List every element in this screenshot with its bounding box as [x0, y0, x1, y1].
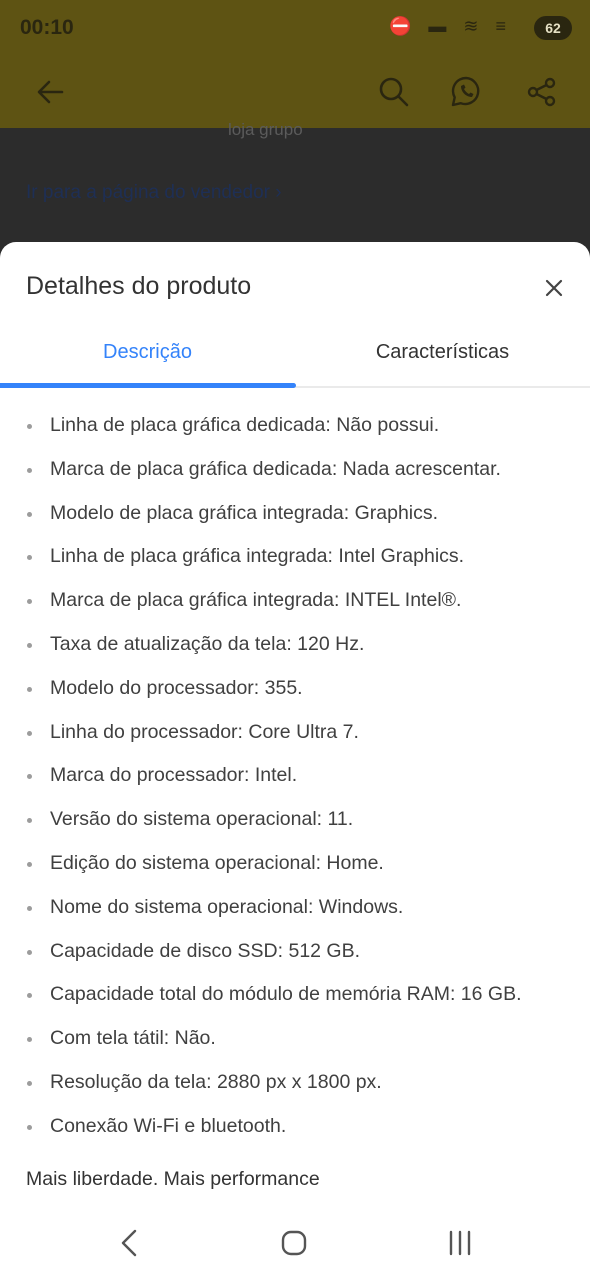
status-icons: ⛔ ▬ ≋ ≡ [389, 16, 512, 36]
list-item: Modelo de placa gráfica integrada: Graphics. [0, 492, 590, 536]
system-navigation-bar [0, 1205, 590, 1280]
share-icon[interactable] [524, 74, 560, 110]
list-item: Edição do sistema operacional: Home. [0, 842, 590, 886]
list-item: Marca de placa gráfica integrada: INTEL Intel®. [0, 579, 590, 623]
list-item: Nome do sistema operacional: Windows. [0, 886, 590, 930]
close-icon[interactable] [538, 272, 570, 304]
list-item: Linha de placa gráfica dedicada: Não possui. [0, 404, 590, 448]
background-faded-text: loja grupo [228, 120, 303, 139]
list-item: Versão do sistema operacional: 11. [0, 798, 590, 842]
background-content [0, 120, 590, 260]
list-item: Taxa de atualização da tela: 120 Hz. [0, 623, 590, 667]
search-icon[interactable] [376, 74, 412, 110]
list-item: Marca de placa gráfica dedicada: Nada acrescentar. [0, 448, 590, 492]
nav-back-icon[interactable] [110, 1223, 150, 1263]
list-item: Marca do processador: Intel. [0, 754, 590, 798]
tab-descricao[interactable]: Descrição [103, 341, 192, 363]
description-list [0, 404, 590, 1149]
status-time: 00:10 [20, 16, 74, 39]
back-arrow-icon[interactable] [32, 74, 68, 110]
tab-caracteristicas[interactable]: Características [375, 341, 510, 363]
app-bar [0, 56, 590, 128]
list-item: Linha do processador: Core Ultra 7. [0, 711, 590, 755]
seller-page-link[interactable]: Ir para a página do vendedor › [26, 182, 282, 203]
tab-bar [0, 322, 590, 388]
sheet-title: Detalhes do produto [26, 272, 252, 300]
nav-recents-icon[interactable] [440, 1223, 480, 1263]
list-item: Linha de placa gráfica integrada: Intel Graphics. [0, 535, 590, 579]
battery-indicator: 62 [534, 16, 572, 40]
list-item: Com tela tátil: Não. [0, 1017, 590, 1061]
list-item: Capacidade total do módulo de memória RAM: 16 GB. [0, 973, 590, 1017]
list-item: Modelo do processador: 355. [0, 667, 590, 711]
status-bar [0, 0, 590, 56]
nav-home-icon[interactable] [274, 1223, 314, 1263]
active-tab-indicator [0, 383, 296, 388]
section-heading-text: Mais liberdade. Mais performance [26, 1168, 320, 1190]
list-item: Resolução da tela: 2880 px x 1800 px. [0, 1061, 590, 1105]
list-item: Capacidade de disco SSD: 512 GB. [0, 930, 590, 974]
background-app [0, 0, 590, 260]
product-details-sheet [0, 242, 590, 1280]
whatsapp-icon[interactable] [448, 74, 484, 110]
list-item: Conexão Wi-Fi e bluetooth. [0, 1105, 590, 1149]
